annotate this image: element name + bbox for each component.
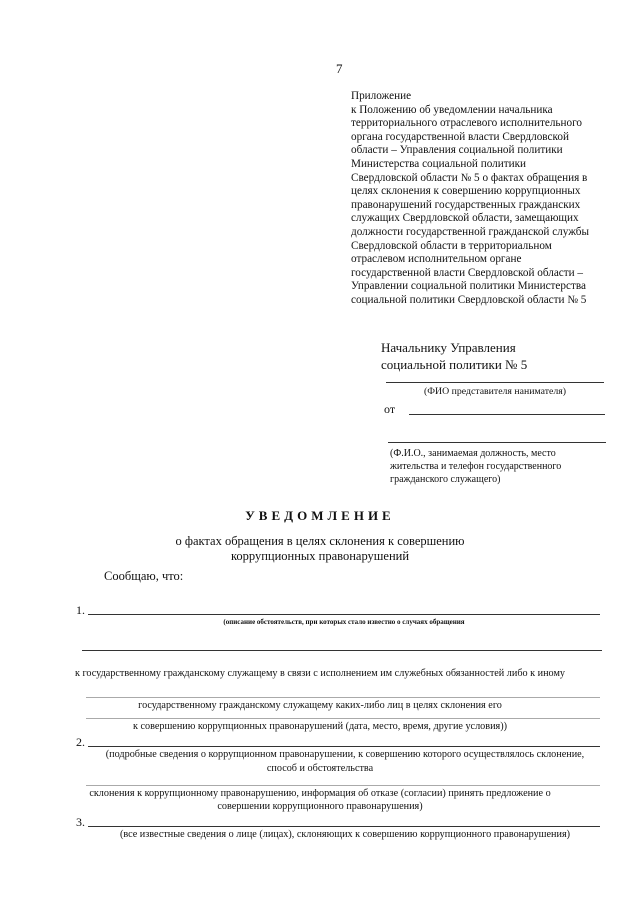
appendix-line: Свердловской области в территориальном bbox=[351, 239, 552, 252]
subtitle-line-2: коррупционных правонарушений bbox=[230, 549, 410, 563]
section-2-number: 2. bbox=[76, 735, 85, 749]
section-2-field-2[interactable] bbox=[86, 785, 600, 786]
addressee-line-1: Начальнику Управления bbox=[381, 340, 516, 355]
from-field[interactable] bbox=[409, 414, 605, 415]
signer-caption-line: (Ф.И.О., занимаемая должность, место bbox=[390, 448, 556, 459]
employer-caption: (ФИО представителя нанимателя) bbox=[424, 386, 566, 397]
appendix-line: целях склонения к совершению коррупционных bbox=[351, 185, 581, 198]
appendix-line: территориального отраслевого исполнительного bbox=[351, 117, 582, 130]
addressee-block bbox=[381, 339, 527, 373]
document-title: УВЕДОМЛЕНИЕ bbox=[245, 508, 395, 523]
appendix-line: Управлении социальной политики Министерства bbox=[351, 280, 586, 293]
appendix-line: органа государственной власти Свердловской bbox=[351, 130, 569, 143]
appendix-line: должности государственной гражданской службы bbox=[351, 225, 589, 238]
section-3-field[interactable] bbox=[88, 826, 600, 827]
section-2-line-3: склонения к коррупционному правонарушению, информация об отказе (согласии) принять предложение о bbox=[89, 788, 551, 799]
section-2-caption-1: (подробные сведения о коррупционном правонарушении, к совершению которого осуществлялось склонение, bbox=[105, 749, 585, 760]
employer-name-field[interactable] bbox=[386, 382, 604, 383]
section-2-field[interactable] bbox=[88, 746, 600, 747]
appendix-block bbox=[351, 90, 621, 308]
appendix-line: к Положению об уведомлении начальника bbox=[351, 103, 553, 116]
addressee-line-2: социальной политики № 5 bbox=[381, 357, 528, 372]
section-1-field-4[interactable] bbox=[86, 718, 600, 719]
appendix-line: государственной власти Свердловской области – bbox=[351, 266, 584, 279]
from-label: от bbox=[384, 402, 396, 416]
appendix-line: Приложение bbox=[351, 90, 412, 102]
appendix-line: социальной политики Свердловской области № 5 bbox=[351, 293, 587, 306]
subtitle-line-1: о фактах обращения в целях склонения к совершению bbox=[175, 534, 465, 548]
section-3-caption: (все известные сведения о лице (лицах), склоняющих к совершению коррупционного правонарушения) bbox=[119, 829, 571, 840]
report-intro: Сообщаю, что: bbox=[104, 569, 184, 583]
section-1-field-3[interactable] bbox=[86, 697, 600, 698]
signer-caption bbox=[390, 447, 610, 486]
section-1-field-2[interactable] bbox=[82, 650, 602, 651]
section-1-caption: (описание обстоятельств, при которых стало известно о случаях обращения bbox=[223, 618, 465, 626]
appendix-line: служащих Свердловской области, замещающих bbox=[351, 212, 579, 225]
page-number: 7 bbox=[336, 61, 343, 76]
appendix-line: Министерства социальной политики bbox=[351, 157, 527, 170]
section-2-caption-2: способ и обстоятельства bbox=[266, 763, 374, 774]
signer-caption-line: гражданского служащего) bbox=[390, 474, 501, 485]
document-subtitle bbox=[0, 534, 640, 564]
appendix-line: отраслевом исполнительном органе bbox=[351, 253, 522, 266]
signer-caption-line: жительства и телефон государственного bbox=[390, 461, 562, 472]
section-1-line-3: государственному гражданскому служащему каких-либо лиц в целях склонения его bbox=[138, 700, 502, 711]
section-1-line-4: к совершению коррупционных правонарушений (дата, место, время, другие условия)) bbox=[132, 721, 507, 732]
section-1-field[interactable] bbox=[88, 614, 600, 615]
appendix-line: Свердловской области № 5 о фактах обращения в bbox=[351, 171, 588, 184]
signer-field[interactable] bbox=[388, 442, 606, 443]
appendix-line: правонарушений государственных гражданских bbox=[351, 198, 581, 211]
section-1-number: 1. bbox=[76, 603, 85, 617]
section-3-number: 3. bbox=[76, 815, 85, 829]
section-1-line-2: к государственному гражданскому служащему в связи с исполнением им служебных обязанностей либо к иному bbox=[74, 668, 565, 679]
appendix-line: области – Управления социальной политики bbox=[351, 144, 563, 157]
section-2-line-4: совершении коррупционного правонарушения) bbox=[217, 801, 423, 812]
